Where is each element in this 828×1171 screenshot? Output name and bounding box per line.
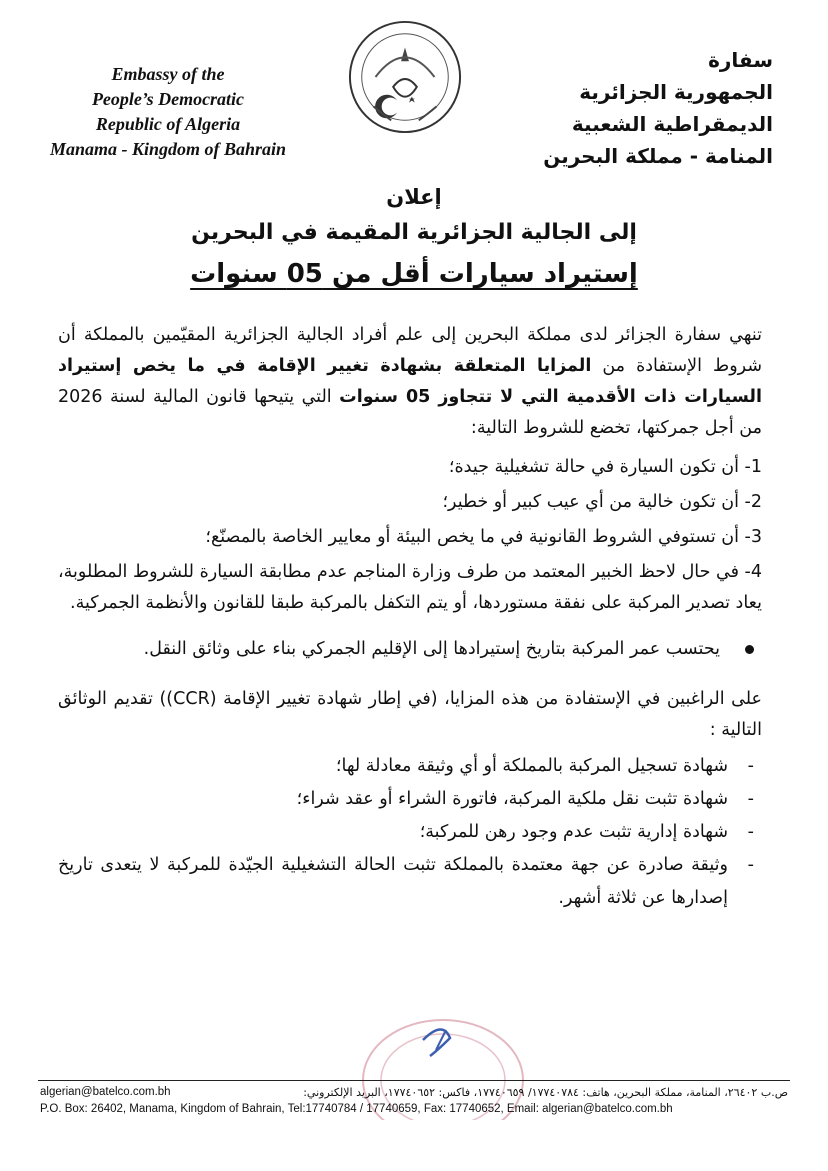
dash-icon: -: [747, 789, 754, 809]
intro-text-bold: المزايا المتعلقة بشهادة تغيير الإقامة في ما يخص إستيراد السيارات ذات الأقدمية التي لا تتجاوز 05 سنوات: [58, 356, 762, 407]
subject-heading: إستيراد سيارات أقل من 05 سنوات: [190, 259, 638, 289]
audience-heading: إلى الجالية الجزائرية المقيمة في البحرين: [191, 220, 637, 245]
intro-paragraph: [58, 320, 762, 444]
algeria-seal-emblem: [346, 18, 464, 136]
embassy-en-line: Republic of Algeria: [95, 114, 241, 134]
document-text: شهادة تسجيل المركبة بالمملكة أو أي وثيقة معادلة لها؛: [335, 756, 728, 776]
condition-item: 2- أن تكون خالية من أي عيب كبير أو خطير؛: [442, 492, 762, 512]
bullet-list: [58, 633, 762, 666]
embassy-ar-line: المنامة - مملكة البحرين: [543, 144, 773, 168]
document-item: [58, 783, 754, 816]
embassy-en-line: Manama - Kingdom of Bahrain: [49, 139, 287, 159]
embassy-name-english: [38, 62, 298, 162]
condition-item: 1- أن تكون السيارة في حالة تشغيلية جيدة؛: [448, 457, 762, 477]
footer-divider: [38, 1080, 790, 1081]
document-item: [58, 750, 754, 783]
embassy-en-line: Embassy of the: [111, 64, 225, 84]
intro-text-c: التي يتيحها قانون المالية لسنة 2026 من أجل جمركتها، تخضع للشروط التالية:: [58, 387, 762, 438]
documents-intro: على الراغبين في الإستفادة من هذه المزايا، (في إطار شهادة تغيير الإقامة (CCR)) تقديم الوثائق التالية :: [58, 689, 762, 740]
embassy-en-line: People’s Democratic: [91, 89, 245, 109]
intro-text-a: تنهي سفارة الجزائر لدى مملكة البحرين إلى علم أفراد الجالية الجزائرية المقيّمين بالمملكة أن شروط الإستفادة من: [58, 325, 762, 376]
bullet-item: [58, 633, 720, 666]
embassy-name-arabic: [513, 44, 773, 172]
announcement-heading: إعلان: [386, 185, 442, 209]
dash-icon: -: [747, 822, 754, 842]
footer-arabic-address: ص.ب ٢٦٤٠٢، المنامة، مملكة البحرين، هاتف: ١٧٧٤٠٧٨٤/ ١٧٧٤٠٦٥٩، فاكس: ١٧٧٤٠٦٥٢، البريد الإلكتروني:: [303, 1086, 788, 1099]
condition-item: 4- في حال لاحظ الخبير المعتمد من طرف وزارة المناجم عدم مطابقة السيارة للشروط المطلوبة، يعاد تصدير المركبة على نفقة مستوردها، أو يتم التكفل بالمركبة طبقا للقانون والأنظمة الجمركية.: [58, 562, 762, 613]
condition-item: 3- أن تستوفي الشروط القانونية في ما يخص البيئة أو معايير الخاصة بالمصنّع؛: [205, 527, 762, 547]
embassy-ar-line: سفارة: [708, 48, 773, 72]
bullet-text: يحتسب عمر المركبة بتاريخ إستيرادها إلى الإقليم الجمركي بناء على وثائق النقل.: [143, 639, 720, 659]
announcement-body: [58, 320, 762, 915]
document-text: شهادة إدارية تثبت عدم وجود رهن للمركبة؛: [419, 822, 728, 842]
document-item: [58, 816, 754, 849]
footer-english-address: P.O. Box: 26402, Manama, Kingdom of Bahrain, Tel:17740784 / 17740659, Fax: 17740652, Email: algerian@batelco.com.bh: [40, 1103, 673, 1115]
bullet-dot-icon: [745, 645, 754, 654]
dash-icon: -: [747, 756, 754, 776]
footer-email-link[interactable]: algerian@batelco.com.bh: [40, 1086, 171, 1098]
document-text: شهادة تثبت نقل ملكية المركبة، فاتورة الشراء أو عقد شراء؛: [296, 789, 728, 809]
dash-icon: -: [747, 855, 754, 875]
embassy-ar-line: الجمهورية الجزائرية: [579, 80, 773, 104]
documents-list: [58, 750, 762, 915]
document-text: وثيقة صادرة عن جهة معتمدة بالمملكة تثبت الحالة التشغيلية الجيّدة للمركبة لا يتعدى تاريخ إصدارها عن ثلاثة أشهر.: [58, 855, 728, 908]
document-item: [58, 849, 754, 915]
embassy-ar-line: الديمقراطية الشعبية: [571, 112, 773, 136]
official-stamp: [348, 1000, 538, 1120]
announcement-titles: [60, 180, 768, 296]
